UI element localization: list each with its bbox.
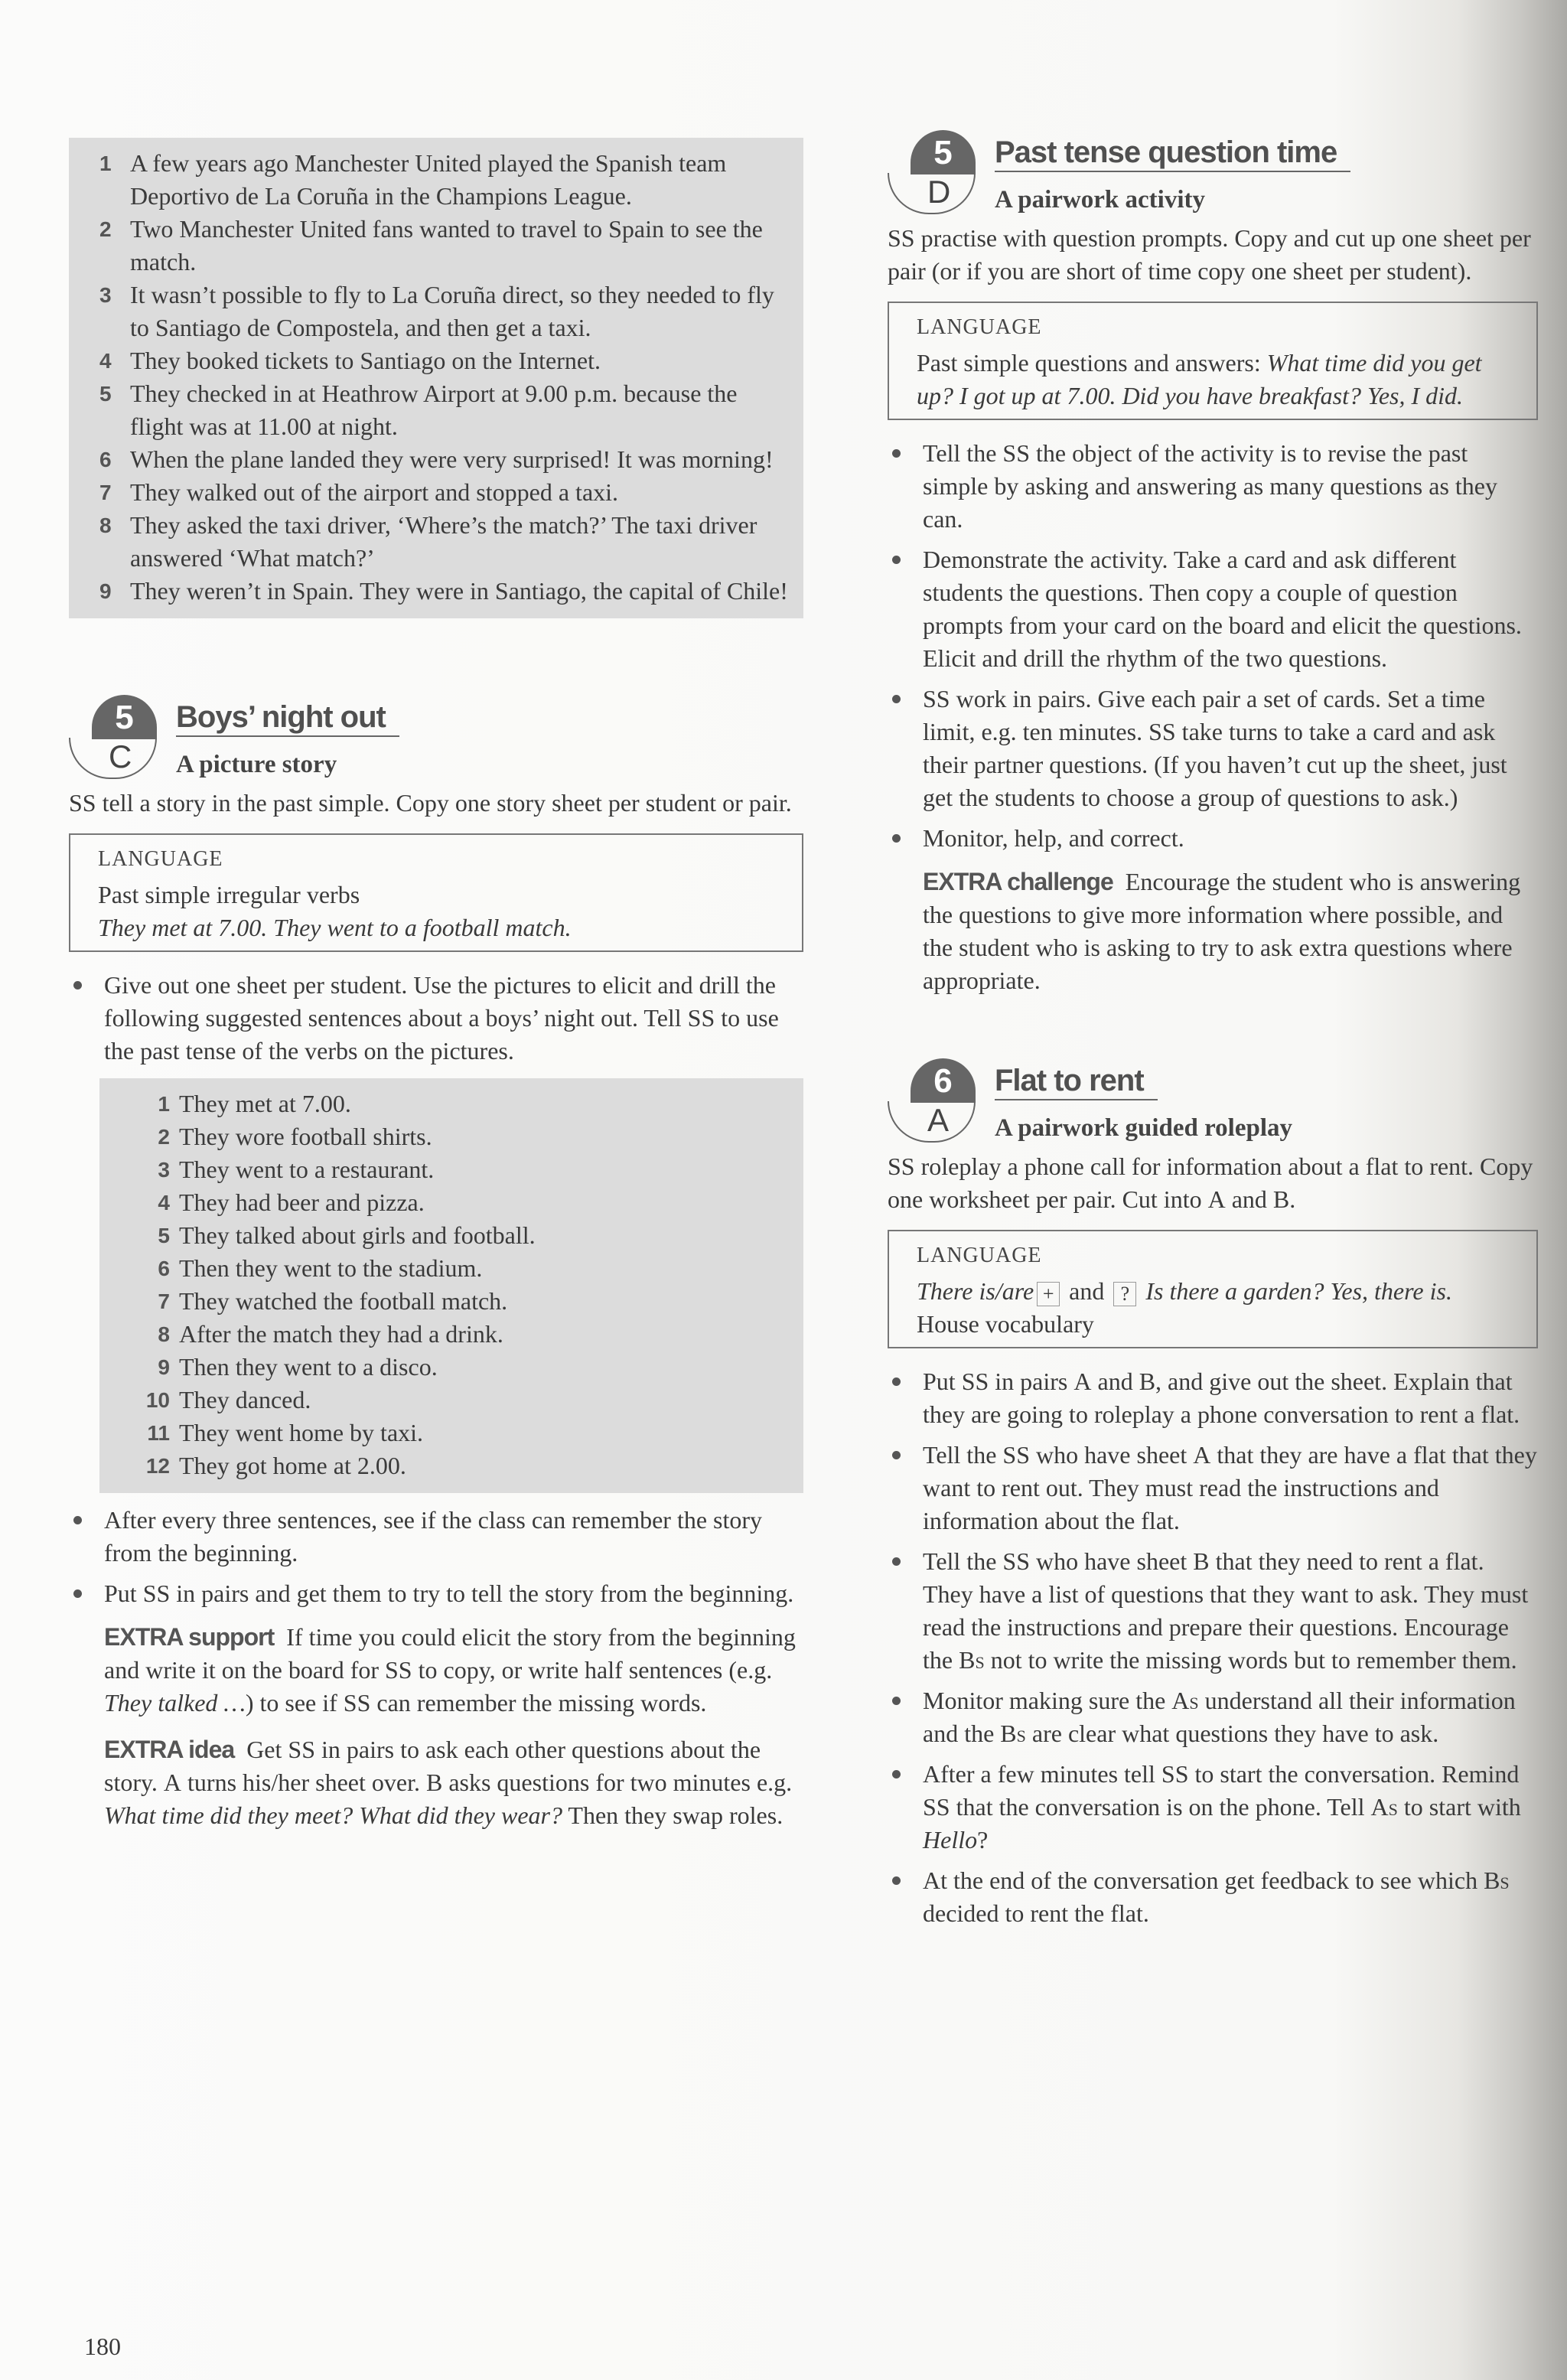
language-line: House vocabulary bbox=[917, 1310, 1094, 1338]
list-item: 12 They got home at 2.00. bbox=[145, 1452, 406, 1479]
list-item: Give out one sheet per student. Use the pictures to elicit and drill the following suggested sentences about a boys’ night out. Tell SS to use the past tense of the verbs on the pictures. bbox=[69, 969, 803, 1068]
list-item: 9 Then they went to a disco. bbox=[158, 1353, 438, 1381]
extra-idea-note: EXTRA idea Get SS in pairs to ask each other questions about the story. A turns his/her sheet over. B asks questions for two minutes e.g. What time did they meet? What did they wear? Then they swap roles. bbox=[104, 1736, 793, 1829]
section-badge: 6 A bbox=[888, 1058, 976, 1143]
section-5c-header bbox=[69, 695, 803, 787]
list-item: 10 They danced. bbox=[145, 1386, 311, 1413]
story-summary-box bbox=[69, 138, 803, 618]
list-item: 2 Two Manchester United fans wanted to travel to Spain to see the match. bbox=[99, 215, 763, 275]
list-item: 8 After the match they had a drink. bbox=[158, 1320, 503, 1348]
section-6a-header bbox=[888, 1058, 1538, 1150]
left-column bbox=[69, 138, 803, 1846]
list-item: 9 They weren’t in Spain. They were in Santiago, the capital of Chile! bbox=[99, 577, 788, 605]
language-line: Past simple questions and answers: What time did you get up? I got up at 7.00. Did you have breakfast? Yes, I did. bbox=[917, 349, 1482, 409]
story-sentences-list bbox=[130, 1087, 788, 1482]
extra-idea-label: EXTRA idea bbox=[104, 1736, 235, 1763]
list-item: 3 It wasn’t possible to fly to La Coruña direct, so they needed to fly to Santiago de Compostela, and then get a taxi. bbox=[99, 281, 774, 341]
language-line: There is/are + and ? Is there a garden? Yes, there is. bbox=[917, 1277, 1452, 1305]
right-column bbox=[888, 130, 1538, 1941]
extra-challenge-note: EXTRA challenge Encourage the student who is answering the questions to give more information where possible, and the student who is asking to try to ask extra questions where appropriate. bbox=[923, 868, 1521, 994]
list-item: Monitor, help, and correct. bbox=[888, 822, 1538, 855]
language-line: Past simple irregular verbs bbox=[98, 881, 360, 908]
section-intro: SS tell a story in the past simple. Copy one story sheet per student or pair. bbox=[69, 789, 792, 817]
list-item: 4 They had beer and pizza. bbox=[158, 1188, 425, 1216]
list-item: 6 Then they went to the stadium. bbox=[158, 1254, 483, 1282]
instruction-list bbox=[69, 969, 803, 1068]
list-item: 8 They asked the taxi driver, ‘Where’s the match?’ The taxi driver answered ‘What match?’ bbox=[99, 511, 757, 572]
list-item: SS work in pairs. Give each pair a set of cards. Set a time limit, e.g. ten minutes. SS take turns to take a card and ask their partner questions. (If you haven’t cut up the sheet, just get the students to choose a group of questions to ask.) bbox=[888, 683, 1538, 814]
section-subtitle: A pairwork activity bbox=[995, 186, 1205, 214]
section-5d-header bbox=[888, 130, 1538, 222]
list-item: 11 They went home by taxi. bbox=[147, 1419, 424, 1446]
instruction-list bbox=[69, 1504, 803, 1610]
language-example: They met at 7.00. They went to a football match. bbox=[98, 914, 572, 941]
list-item: After a few minutes tell SS to start the conversation. Remind SS that the conversation is on the phone. Tell As to start with Hello? bbox=[888, 1758, 1538, 1857]
section-title: Past tense question time bbox=[995, 136, 1350, 172]
language-box bbox=[888, 302, 1538, 420]
section-badge: 5 D bbox=[888, 130, 976, 214]
list-item: 6 When the plane landed they were very surprised! It was morning! bbox=[99, 445, 774, 473]
list-item: 1 They met at 7.00. bbox=[158, 1090, 351, 1117]
list-item: 4 They booked tickets to Santiago on the Internet. bbox=[99, 347, 601, 374]
list-item: Tell the SS who have sheet B that they need to rent a flat. They have a list of questions that they want to ask. They must read the instructions and prepare their questions. Encourage the Bs not to write the missing words but to remember them. bbox=[888, 1545, 1538, 1677]
instruction-list bbox=[888, 1365, 1538, 1930]
list-item: 5 They checked in at Heathrow Airport at 9.00 p.m. because the flight was at 11.00 at night. bbox=[99, 380, 738, 440]
language-heading: LANGUAGE bbox=[98, 847, 223, 871]
section-badge: 5 C bbox=[69, 695, 157, 779]
section-subtitle: A picture story bbox=[176, 751, 337, 778]
list-item: 7 They watched the football match. bbox=[158, 1287, 508, 1315]
list-item: At the end of the conversation get feedback to see which Bs decided to rent the flat. bbox=[888, 1864, 1538, 1930]
list-item: After every three sentences, see if the class can remember the story from the beginning. bbox=[69, 1504, 803, 1570]
list-item: Monitor making sure the As understand all their information and the Bs are clear what questions they have to ask. bbox=[888, 1684, 1538, 1750]
extra-support-note: EXTRA support If time you could elicit the story from the beginning and write it on the board for SS to copy, or write half sentences (e.g. They talked …) to see if SS can remember the missing words. bbox=[104, 1623, 796, 1717]
story-sentences-box bbox=[99, 1078, 803, 1493]
story-summary-list bbox=[99, 147, 788, 608]
list-item: 1 A few years ago Manchester United played the Spanish team Deportivo de La Coruña in the Champions League. bbox=[99, 149, 727, 210]
list-item: Put SS in pairs and get them to try to tell the story from the beginning. bbox=[69, 1577, 803, 1610]
instruction-list bbox=[888, 437, 1538, 855]
list-item: Demonstrate the activity. Take a card and ask different students the questions. Then copy a couple of question prompts from your card on the board and elicit the questions. Elicit and drill the rhythm of the two questions. bbox=[888, 543, 1538, 675]
language-heading: LANGUAGE bbox=[917, 315, 1042, 339]
language-heading: LANGUAGE bbox=[917, 1244, 1042, 1267]
language-box bbox=[69, 833, 803, 952]
list-item: Tell the SS who have sheet A that they are have a flat that they want to rent out. They must read the instructions and information about the flat. bbox=[888, 1439, 1538, 1537]
section-intro: SS practise with question prompts. Copy and cut up one sheet per pair (or if you are short of time copy one sheet per student). bbox=[888, 224, 1531, 285]
section-title: Flat to rent bbox=[995, 1064, 1158, 1100]
question-box-icon: ? bbox=[1113, 1282, 1136, 1306]
plus-box-icon: + bbox=[1037, 1282, 1060, 1306]
section-subtitle: A pairwork guided roleplay bbox=[995, 1114, 1293, 1142]
language-box bbox=[888, 1230, 1538, 1348]
list-item: Tell the SS the object of the activity is to revise the past simple by asking and answering as many questions as they can. bbox=[888, 437, 1538, 536]
list-item: Put SS in pairs A and B, and give out the sheet. Explain that they are going to roleplay a phone conversation to rent a flat. bbox=[888, 1365, 1538, 1431]
list-item: 3 They went to a restaurant. bbox=[158, 1156, 435, 1183]
page-number: 180 bbox=[84, 2333, 121, 2360]
list-item: 5 They talked about girls and football. bbox=[158, 1221, 536, 1249]
list-item: 7 They walked out of the airport and stopped a taxi. bbox=[99, 478, 619, 506]
extra-support-label: EXTRA support bbox=[104, 1623, 275, 1651]
section-title: Boys’ night out bbox=[176, 701, 399, 737]
extra-challenge-label: EXTRA challenge bbox=[923, 868, 1113, 895]
list-item: 2 They wore football shirts. bbox=[158, 1123, 432, 1150]
section-intro: SS roleplay a phone call for information about a flat to rent. Copy one worksheet per pair. Cut into A and B. bbox=[888, 1153, 1533, 1213]
